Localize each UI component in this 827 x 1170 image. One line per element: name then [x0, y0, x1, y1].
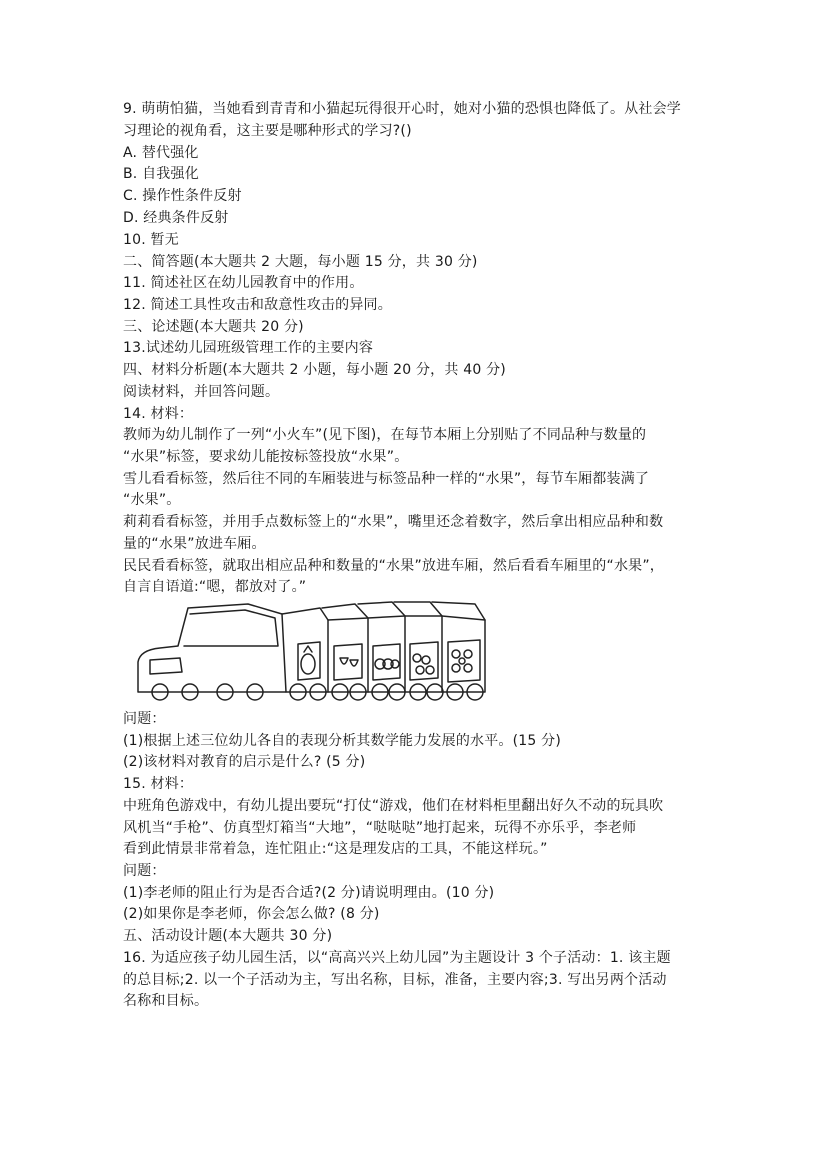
q14-material-line-3: 雪儿看看标签，然后往不同的车厢装进与标签品种一样的“水果”，每节车厢都装满了 [123, 471, 650, 487]
section-3-heading: 三、论述题(本大题共 20 分) [123, 319, 304, 335]
q12: 12. 简述工具性攻击和敌意性攻击的异同。 [123, 297, 392, 313]
q14-question-1: (1)根据上述三位幼儿各自的表现分析其数学能力发展的水平。(15 分) [123, 733, 562, 749]
q9-option-c: C. 操作性条件反射 [123, 188, 242, 204]
toy-train-figure [130, 600, 520, 708]
section-5-heading: 五、活动设计题(本大题共 30 分) [123, 928, 333, 944]
q14-material-line-8: 自言自语道:“嗯，都放对了。” [123, 579, 307, 595]
q15-material-line-1: 中班角色游戏中，有幼儿提出要玩“打仗“游戏，他们在材料柜里翻出好久不动的玩具吹 [123, 798, 664, 814]
q14-material-line-5: 莉莉看看标签，并用手点数标签上的“水果”，嘴里还念着数字，然后拿出相应品种和数 [123, 514, 664, 530]
q15-question-2: (2)如果你是李老师，你会怎么做? (8 分) [123, 906, 380, 922]
q15-material-line-3: 看到此情景非常着急，连忙阻止:“这是理发店的工具，不能这样玩。” [123, 841, 548, 857]
q14-material-line-4: “水果”。 [123, 492, 181, 508]
q10: 10. 暂无 [123, 232, 179, 248]
q15-question-heading: 问题： [123, 863, 166, 879]
section-4-heading: 四、材料分析题(本大题共 2 小题，每小题 20 分，共 40 分) [123, 362, 506, 378]
q15-heading: 15. 材料： [123, 776, 194, 792]
q9-option-a: A. 替代强化 [123, 145, 199, 161]
q16-line-2: 的总目标;2. 以一个子活动为主，写出名称，目标，准备，主要内容;3. 写出另两个活动 [123, 972, 667, 988]
q14-material-line-2: “水果”标签，要求幼儿能按标签投放“水果”。 [123, 449, 409, 465]
q9-option-d: D. 经典条件反射 [123, 210, 229, 226]
q14-question-2: (2)该材料对教育的启示是什么? (5 分) [123, 754, 366, 770]
q15-material-line-2: 风机当“手枪”、仿真型灯箱当“大地”，“哒哒哒”地打起来，玩得不亦乐乎，李老师 [123, 820, 637, 836]
q16-line-1: 16. 为适应孩子幼儿园生活，以“高高兴兴上幼儿园”为主题设计 3 个子活动：1. 该主题 [123, 950, 671, 966]
q13: 13.试述幼儿园班级管理工作的主要内容 [123, 340, 374, 356]
q14-material-line-7: 民民看看标签，就取出相应品种和数量的“水果”放进车厢，然后看看车厢里的“水果”， [123, 558, 665, 574]
q14-heading: 14. 材料： [123, 406, 194, 422]
q14-question-heading: 问题： [123, 711, 166, 727]
q9-option-b: B. 自我强化 [123, 166, 199, 182]
q11: 11. 简述社区在幼儿园教育中的作用。 [123, 275, 364, 291]
section-2-heading: 二、简答题(本大题共 2 大题，每小题 15 分，共 30 分) [123, 254, 478, 270]
q9-stem-line-1: 9. 萌萌怕猫，当她看到青青和小猫起玩得很开心时，她对小猫的恐惧也降低了。从社会学 [123, 101, 682, 117]
q16-line-3: 名称和目标。 [123, 993, 209, 1009]
q14-material-line-1: 教师为幼儿制作了一列“小火车”(见下图)，在每节本厢上分别贴了不同品种与数量的 [123, 427, 647, 443]
section-4-instruction: 阅读材料，并回答问题。 [123, 384, 280, 400]
q9-stem-line-2: 习理论的视角看，这主要是哪种形式的学习?() [123, 123, 412, 139]
q15-question-1: (1)李老师的阻止行为是否合适?(2 分)请说明理由。(10 分) [123, 885, 495, 901]
q14-material-line-6: 量的“水果”放进车厢。 [123, 536, 266, 552]
train-locomotive [138, 604, 286, 692]
